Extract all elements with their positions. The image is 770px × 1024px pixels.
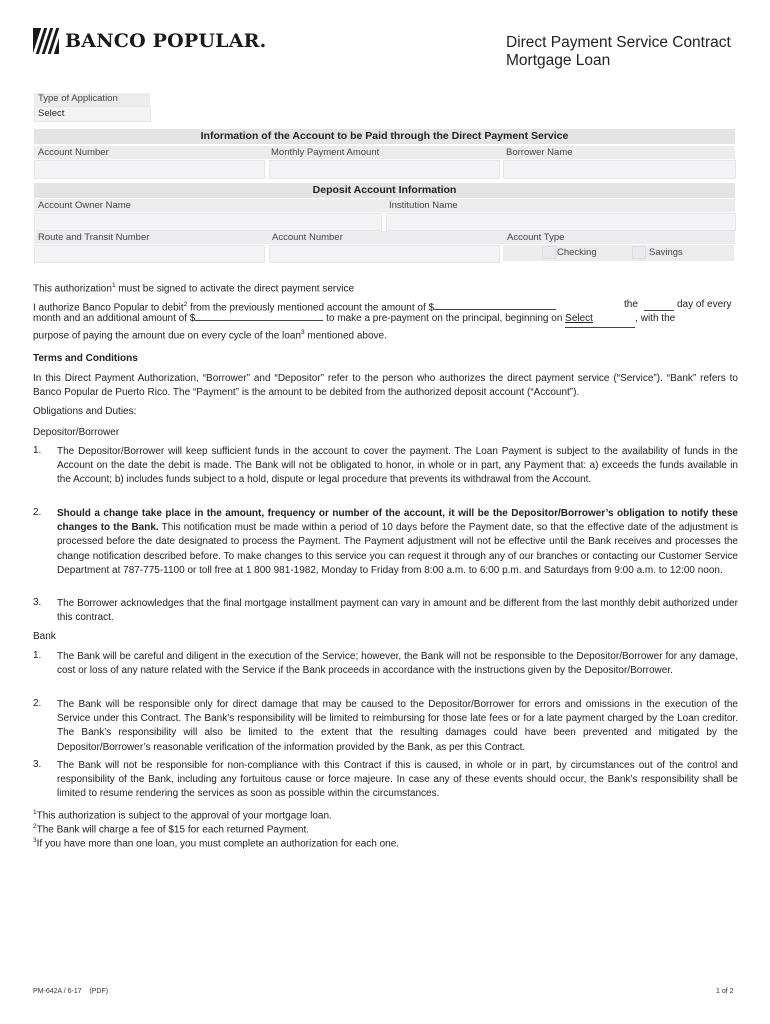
depositor-item-number: 1.: [33, 445, 42, 456]
borrower-name-input[interactable]: [503, 160, 736, 179]
deposit-account-number-label: Account Number: [272, 232, 343, 243]
deposit-account-number-input[interactable]: [269, 245, 500, 263]
account-number-label: Account Number: [38, 147, 109, 158]
item-text: The Depositor/Borrower will keep sufficient funds in the account to cover the payment. The Loan Payment is subject to the availability of funds in the Account on the date the debit is made. The Bank will not be obligated to honor, in whole or in part, any Payment that: a) exceeds the funds available in the Account; b) includes funds subject to a hold, dispute or legal procedure that prevents its withdrawal from the Account.: [57, 446, 738, 486]
application-type-select[interactable]: [34, 106, 151, 122]
savings-label: Savings: [649, 247, 683, 258]
the-word: the: [624, 299, 638, 310]
page-number: 1 of 2: [716, 988, 734, 995]
footnote-ref: 1: [111, 282, 116, 289]
depositor-heading: Depositor/Borrower: [33, 427, 120, 438]
depositor-item: [57, 507, 738, 578]
application-type-value: Select: [38, 108, 65, 119]
deposit-labels-row: [34, 199, 735, 212]
institution-name-input[interactable]: [386, 213, 736, 231]
institution-name-label: Institution Name: [389, 200, 458, 211]
footnote-text: If you have more than one loan, you must complete an authorization for each one.: [36, 838, 400, 850]
item-text: The Bank will be careful and diligent in the execution of the Service; however, the Bank will not be responsible to the Depositor/Borrower for any damage, cost or loss of any nature related with the Service if the Bank proceeds in accordance with the instructions given by the Depositor/Borrower.: [57, 651, 738, 677]
auth-text: to make a pre-payment on the principal, beginning on: [323, 313, 566, 324]
bank-item-number: 3.: [33, 759, 42, 770]
item-text: The Bank will not be responsible for non-compliance with this Contract if this is caused, in whole or in part, by circumstances out of the control and responsibility of the Bank, including any fortuitous cause or force majeure. In case any of these events should occur, the Bank’s responsibility shall be limited to resume rendering the services as soon as possible within the circumstances.: [57, 760, 738, 800]
obligations-heading: Obligations and Duties:: [33, 406, 137, 417]
item-text: The Borrower acknowledges that the final mortgage installment payment can vary in amount and be different from the last monthly debit authorized under this contract.: [57, 598, 738, 624]
document-title: [506, 34, 731, 70]
start-date-select[interactable]: Select: [565, 312, 635, 328]
item-text: This notification must be made within a period of 10 days before the Payment date, so that the effective date of the adjustment is processed before the date designated to process the Payment. The Payment adjustment will not be effective until the Bank receives and processes the change notification described before. To make changes to this service you can request it through any of our branches or contacting our Customer Service Department at 787-775-1100 or toll free at 1 800 981-1982, Monday to Friday from 8:00 a.m. to 6:00 p.m. and Saturdays from 9:00 a.m. to 12:00 noon.: [57, 522, 739, 576]
owner-name-input[interactable]: [34, 213, 382, 231]
route-transit-label: Route and Transit Number: [38, 232, 150, 243]
bank-item-number: 1.: [33, 650, 42, 661]
account-type-label: Account Type: [507, 232, 565, 243]
footnote-marker: 2: [33, 823, 37, 830]
bank-logo: [33, 28, 266, 54]
bank-name: BANCO POPULAR.: [65, 30, 267, 52]
bank-heading: Bank: [33, 631, 56, 642]
owner-name-label: Account Owner Name: [38, 200, 131, 211]
depositor-item: [57, 445, 738, 488]
footnote-text: The Bank will charge a fee of $15 for each returned Payment.: [36, 824, 310, 836]
bank-item: [57, 650, 738, 678]
signature-note-text-end: must be signed to activate the direct payment service: [115, 283, 355, 295]
auth-text: month and an additional amount of $: [33, 313, 196, 324]
additional-amount-blank[interactable]: [195, 320, 323, 321]
monthly-payment-input[interactable]: [269, 160, 500, 179]
terms-heading: Terms and Conditions: [33, 353, 138, 364]
checking-label: Checking: [557, 247, 597, 258]
item-text: The Bank will be responsible only for direct damage that may be caused to the Depositor/Borrower for errors and omissions in the execution of the Service under this Contract. The Bank’s responsibility will be limited to reimbursing for those late fees or for a late payment charged by the Loan creditor. The Bank’s responsibility will also be limited to the extent that the resulting damages could have been prevented and mitigated by the Depositor/Borrower’s reasonable verification of the information provided by the Bank, as per this Contract.: [57, 699, 738, 753]
depositor-item-number: 2.: [33, 507, 42, 518]
footnote-ref: 2: [183, 301, 188, 308]
application-type-label-bg: [34, 93, 150, 106]
amount-blank[interactable]: [434, 309, 556, 310]
item-bold-text: Should a change take place in the amount, frequency or number of the account, it will be the Depositor/Borrower’s obligation to notify these changes to the Bank.: [57, 508, 738, 534]
bank-item-number: 2.: [33, 698, 42, 709]
signature-note: [33, 279, 738, 297]
deposit-section-heading: Deposit Account Information: [34, 183, 735, 198]
auth-text: mentioned above.: [304, 330, 387, 342]
title-line-1: Direct Payment Service Contract: [506, 34, 731, 51]
borrower-name-label: Borrower Name: [506, 147, 573, 158]
terms-intro: In this Direct Payment Authorization, “Borrower” and “Depositor” refer to the person who authorizes the direct payment service (“Service”). “Bank” refers to Banco Popular de Puerto Rico. The “Payment” is the amount to be debited from the authorized deposit account (“Account”).: [33, 373, 738, 398]
route-transit-input[interactable]: [34, 245, 265, 263]
savings-checkbox[interactable]: [632, 246, 646, 259]
depositor-item-number: 3.: [33, 597, 42, 608]
depositor-item: [57, 597, 738, 625]
monthly-payment-label: Monthly Payment Amount: [271, 147, 380, 158]
auth-text: purpose of paying the amount due on every cycle of the loan: [33, 330, 301, 342]
footnote-marker: 3: [33, 837, 37, 844]
account-section-heading: Information of the Account to be Paid through the Direct Payment Service: [34, 129, 735, 144]
footnote-ref: 3: [300, 329, 305, 336]
logo-mark-icon: [33, 28, 59, 54]
application-type-label: Type of Application: [38, 93, 118, 104]
day-text: day of every: [677, 299, 732, 310]
footnote-marker: 1: [33, 809, 37, 816]
auth-text: , with the: [635, 313, 676, 324]
auth-text: I authorize Banco Popular to debit: [33, 302, 184, 314]
account-number-input[interactable]: [34, 160, 265, 179]
footnote-text: This authorization is subject to the approval of your mortgage loan.: [36, 810, 332, 822]
signature-note-text: This authorization: [33, 283, 112, 295]
bank-item: [57, 759, 738, 802]
form-code: PM-642A / 6-17 (PDF): [33, 988, 109, 995]
auth-text: from the previously mentioned account the amount of $: [187, 302, 435, 314]
title-line-2: Mortgage Loan: [506, 52, 611, 69]
authorization-line-3: [33, 326, 738, 344]
account-labels-row: [34, 146, 735, 159]
account-type-options: [503, 245, 734, 261]
checking-checkbox[interactable]: [542, 246, 556, 259]
day-blank[interactable]: [644, 298, 674, 311]
bank-item: [57, 698, 738, 755]
footnote-3: [33, 834, 399, 851]
